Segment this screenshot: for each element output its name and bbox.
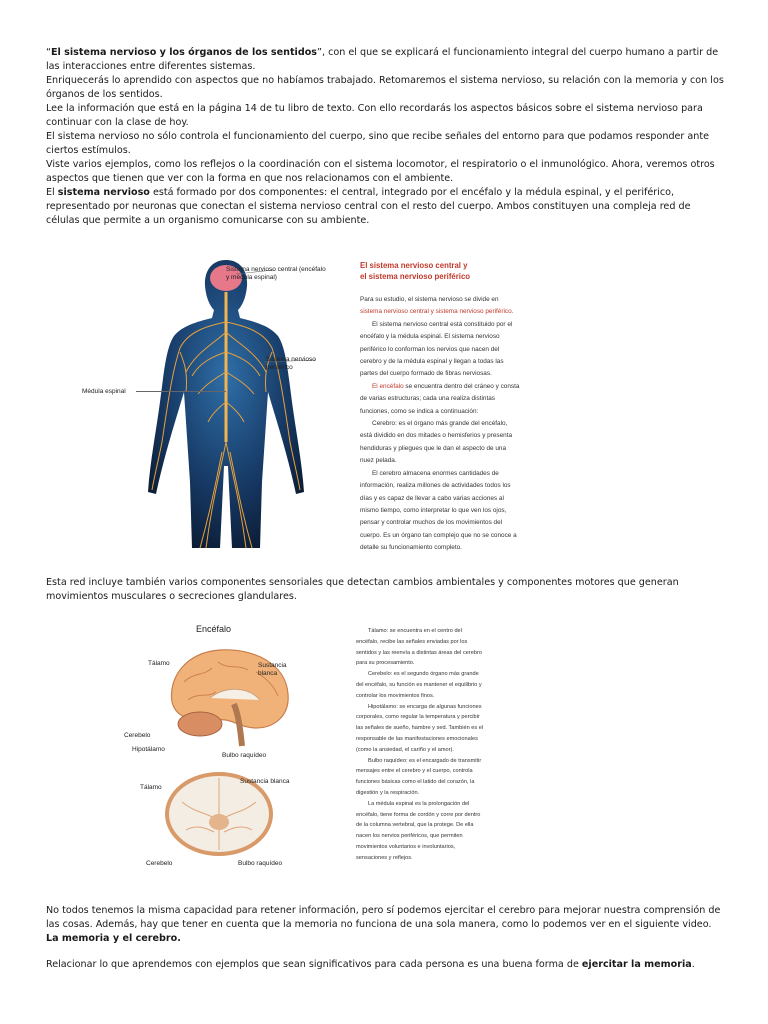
panel-para-1: Para su estudio, el sistema nervioso se divide en sistema nervioso central y sistema nervioso periférico. (360, 296, 514, 316)
medula-leader-line (136, 391, 226, 392)
brain-text-panel (356, 626, 484, 864)
intro-line-3: Lee la información que está en la página 14 de tu libro de texto. Con ello recordarás los aspectos básicos sobre el sistema nervioso para continuar con la clase de hoy. (46, 103, 703, 128)
bottom-line-1: No todos tenemos la misma capacidad para retener información, pero sí podemos ejercitar el cerebro para mejorar nuestra comprensión de las cosas. Además, hay que tener en cuenta que la memoria no funciona de una sola manera, como lo podemos ver en el siguiente video. (46, 905, 721, 930)
label-sustancia-blanca-1: Sustancia blanca (258, 662, 287, 677)
panel-para-2: El sistema nervioso central está constituido por el encéfalo y la médula espinal. El sistema nervioso periférico lo conforman los nervios que nacen del cerebro y de la médula espinal y llegan a todas las partes del cuerpo formado de fibras nerviosas. (360, 320, 513, 378)
panel-para-5: El cerebro almacena enormes cantidades de información, realiza millones de actividades todos los días y es capaz de llevar a cabo varias acciones al mismo tiempo, como interpretar lo que ven los ojos, pensar y controlar muchos de los movimientos del cuerpo. Es un órgano tan complejo que no se conoce a detalle su funcionamiento completo. (360, 469, 517, 552)
brain-para-5: La médula espinal es la prolongación del encéfalo, tiene forma de cordón y corre por dentro de la columna vertebral, que la protege. De ella nacen los nervios periféricos, que permiten movimientos voluntarios e involuntarios, sensaciones y reflejos. (356, 800, 481, 861)
panel-para-4: Cerebro: es el órgano más grande del encéfalo, está dividido en dos mitades o hemisferios y presenta hendiduras y pliegues que le dan el aspecto de una nuez pelada. (360, 420, 513, 465)
intro-line-1: “El sistema nervioso y los órganos de los sentidos”, con el que se explicará el funcionamiento integral del cuerpo humano a partir de las interacciones entre diferentes sistemas. (46, 47, 719, 72)
label-bulbo-1: Bulbo raquídeo (222, 752, 267, 759)
label-cerebelo-2: Cerebelo (146, 860, 173, 867)
label-sistema-periferico: Sistema nervioso periférico (266, 356, 316, 371)
label-bulbo-2: Bulbo raquídeo (238, 860, 283, 867)
brain-para-3: Hipotálamo: se encarga de algunas funciones corporales, como regular la temperatura y percibir las señales de sueño, hambre y sed. También es el responsable de las manifestaciones emocionales (como la ansiedad, el cariño y el amor). (356, 703, 484, 753)
bottom-text (46, 904, 726, 972)
nervous-system-figure (78, 252, 520, 552)
middle-paragraph: Esta red incluye también varios componentes sensoriales que detectan cambios ambientales y componentes motores que generan movimientos musculares o secreciones glandulares. (46, 577, 679, 602)
bottom-line-3: Relacionar lo que aprendemos con ejemplos que sean significativos para cada persona es una buena forma de ejercitar la memoria. (46, 959, 695, 970)
brain-para-4: Bulbo raquídeo: es el encargado de transmitir mensajes entre el cerebro y el cuerpo, controla funciones básicas como el latido del corazón, la digestión y la respiración. (356, 757, 482, 796)
nervous-system-text-panel (360, 260, 520, 555)
panel-para-3: El encéfalo se encuentra dentro del cráneo y consta de varias estructuras; cada una realiza distintas funciones, como se indica a continuación: (360, 382, 520, 415)
label-hipotalamo: Hipotálamo (132, 746, 165, 753)
intro-line-5: Viste varios ejemplos, como los reflejos o la coordinación con el sistema locomotor, el respiratorio o el inmunológico. Ahora, veremos otros aspectos que tienen que ver con la forma en que nos relacionamos con el ambiente. (46, 159, 715, 184)
brain-para-1: Tálamo: se encuentra en el centro del encéfalo, recibe las señales enviadas por los sentidos y las reenvía a distintas áreas del cerebro para su procesamiento. (356, 628, 482, 667)
label-medula-espinal: Médula espinal (82, 388, 126, 395)
label-sistema-central: Sistema nervioso central (encéfalo y médula espinal) (226, 266, 326, 281)
panel-title-1: El sistema nervioso central y (360, 261, 468, 270)
middle-text (46, 576, 726, 604)
intro-line-6: El sistema nervioso está formado por dos componentes: el central, integrado por el encéfalo y la médula espinal, y el periférico, representado por neuronas que conectan el sistema nervioso central con el resto del cuerpo. Ambos constituyen una compleja red de células que permite a un organismo comunicarse con su ambiente. (46, 187, 691, 226)
label-cerebelo-1: Cerebelo (124, 732, 151, 739)
intro-text (46, 46, 726, 228)
brain-para-2: Cerebelo: es el segundo órgano más grande del encéfalo, su función es mantener el equilibrio y controlar los movimientos finos. (356, 671, 482, 699)
brain-figure (120, 622, 490, 884)
intro-line-4: El sistema nervioso no sólo controla el funcionamiento del cuerpo, sino que recibe señales del entorno para que podamos responder ante ciertos estímulos. (46, 131, 710, 156)
bottom-line-2: La memoria y el cerebro. (46, 933, 181, 944)
intro-line-2: Enriquecerás lo aprendido con aspectos que no habíamos trabajado. Retomaremos el sistema nervioso, su relación con la memoria y con los órganos de los sentidos. (46, 75, 724, 100)
label-talamo-1: Tálamo (148, 660, 170, 667)
label-talamo-2: Tálamo (140, 784, 162, 791)
brain-sagittal-illustration (164, 642, 294, 752)
label-sustancia-blanca-2: Sustancia blanca (240, 778, 290, 785)
panel-title-2: el sistema nervioso periférico (360, 272, 471, 281)
encefalo-title: Encéfalo (196, 624, 232, 634)
body-nervous-system-illustration (126, 252, 326, 548)
